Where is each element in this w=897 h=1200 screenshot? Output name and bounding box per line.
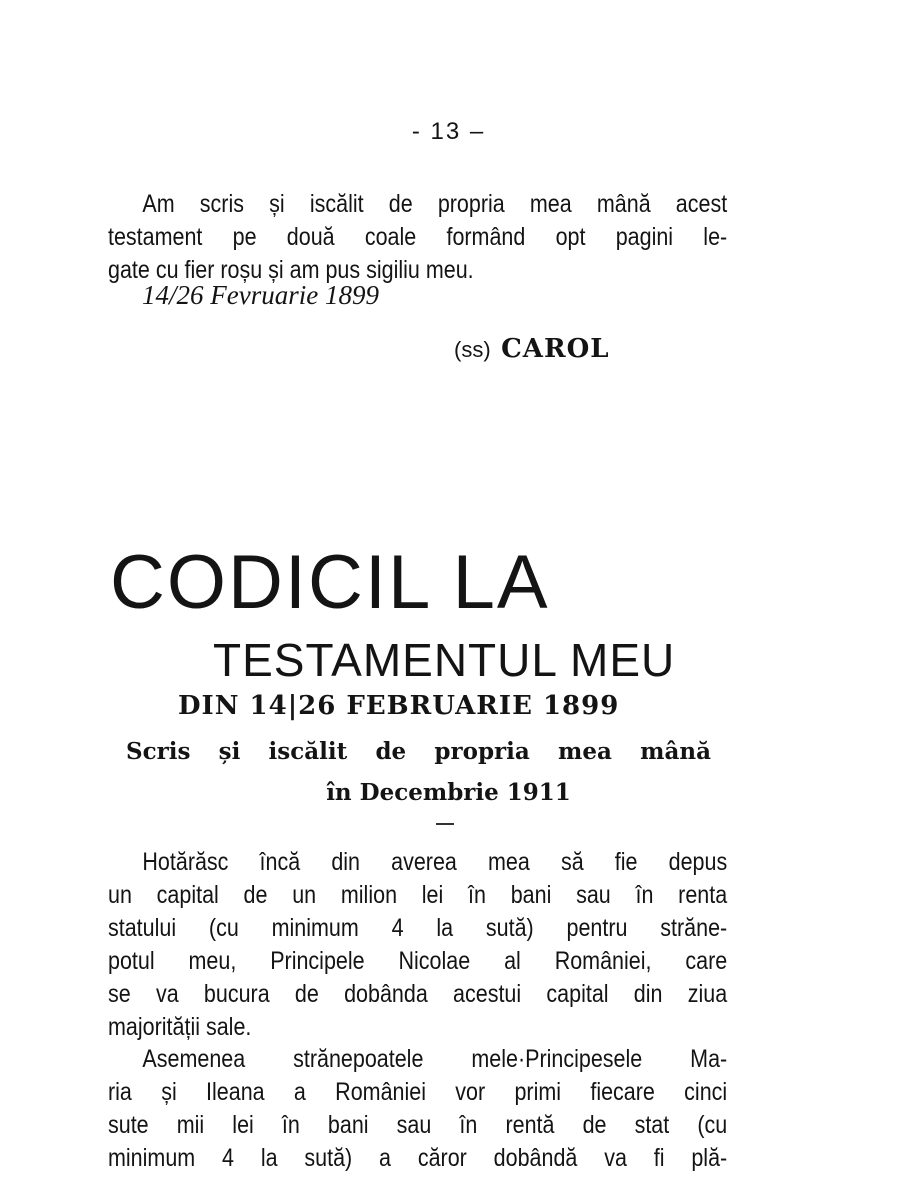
heading-line-2: TESTAMENTUL MEU xyxy=(213,634,676,686)
subheading-line-1: Scris și iscălit de propria mea mână xyxy=(126,738,711,765)
text-line: gate cu fier roșu și am pus sigiliu meu. xyxy=(108,256,474,284)
text-line: se va bucura de dobânda acestui capital din ziua xyxy=(108,980,728,1008)
text-line: Am scris și iscălit de propria mea mână acest xyxy=(142,190,728,218)
signature-prefix: (ss) xyxy=(454,337,491,362)
paragraph-2 xyxy=(108,1043,727,1175)
text-line: testament pe două coale formând opt pagini le- xyxy=(108,223,728,251)
testament-date: 14/26 Fevruarie 1899 xyxy=(142,280,379,310)
heading-line-1: CODICIL LA xyxy=(110,540,550,625)
closing-paragraph xyxy=(108,188,727,287)
text-line: minimum 4 la sută) a căror dobândă va fi plă- xyxy=(108,1144,728,1172)
text-line: majorității sale. xyxy=(108,1013,252,1041)
page-number: - 13 – xyxy=(411,118,486,145)
text-line: un capital de un milion lei în bani sau în renta xyxy=(108,881,728,909)
divider-rule xyxy=(436,823,454,825)
text-line: Asemenea strănepoatele mele·Principesele Ma- xyxy=(142,1045,728,1073)
text-line: statului (cu minimum 4 la sută) pentru străne- xyxy=(108,914,728,942)
text-line: potul meu, Principele Nicolae al României, care xyxy=(108,947,728,975)
signature xyxy=(454,334,610,364)
text-line: ria și Ileana a României vor primi fiecare cinci xyxy=(108,1078,728,1106)
heading-line-3: DIN 14|26 FEBRUARIE 1899 xyxy=(178,691,620,721)
subheading-line-2: în Decembrie 1911 xyxy=(326,779,571,806)
paragraph-1 xyxy=(108,846,727,1044)
signature-name: CAROL xyxy=(501,334,610,364)
text-line: Hotărăsc încă din averea mea să fie depus xyxy=(142,848,728,876)
text-line: sute mii lei în bani sau în rentă de stat (cu xyxy=(108,1111,728,1139)
